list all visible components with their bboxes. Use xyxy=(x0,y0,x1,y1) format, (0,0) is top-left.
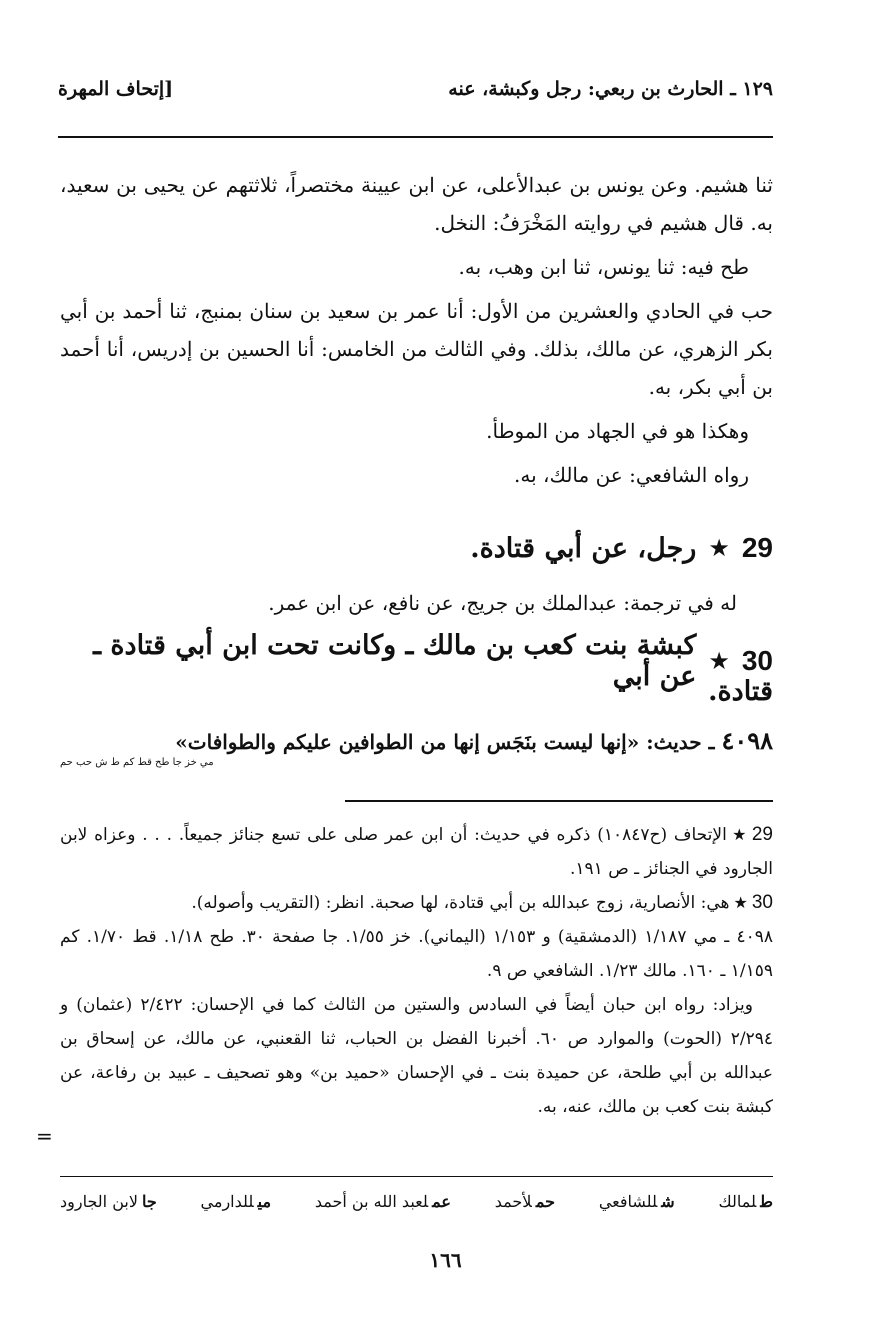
abbrev-item: ميللدارمي xyxy=(200,1192,272,1211)
entry-30-continuation xyxy=(60,676,773,707)
footnotes xyxy=(60,818,773,1124)
hadith-text: ـ حديث: «إنها ليست بنَجَس إنها من الطوافين عليكم والطوافات» xyxy=(175,730,715,754)
abbreviation-key xyxy=(60,1192,773,1211)
abbrev-item: حملأحمد xyxy=(494,1192,555,1211)
entry-29-note xyxy=(60,584,773,622)
footnote-29-text: الإتحاف (ح١٠٨٤٧) ذكره في حديث: أن ابن عمر صلى على تسع جنائز جميعاً. . . . وعزاه لابن الجارود في الجنائز ـ ص ١٩١. xyxy=(60,825,773,879)
running-header xyxy=(58,78,773,100)
continuation-mark: = xyxy=(36,1124,53,1148)
entry-30-title: كبشة بنت كعب بن مالك ـ وكانت تحت ابن أبي قتادة ـ عن أبي xyxy=(93,630,697,692)
footnote-rule xyxy=(345,800,773,802)
footnote-30-number: 30 xyxy=(751,892,773,913)
paragraph-4: وهكذا هو في الجهاد من الموطأ. xyxy=(486,419,749,443)
paragraph-1: ثنا هشيم. وعن يونس بن عبدالأعلى، عن ابن عيينة مختصراً، ثلاثتهم عن يحيى بن سعيد، به. قال هشيم في روايته المَخْرَفُ: النخل. xyxy=(60,173,773,235)
star-icon: ★ xyxy=(730,825,748,844)
abbrev-item: طلمالك xyxy=(718,1192,773,1211)
footnote-29 xyxy=(60,818,773,886)
entry-30-number: 30 xyxy=(741,645,773,676)
footnote-30-text: هي: الأنصارية، زوج عبدالله بن أبي قتادة، لها صحبة. انظر: (التقريب وأصوله). xyxy=(191,893,730,913)
entry-29-number: 29 xyxy=(741,532,773,563)
footnote-4098: ٤٠٩٨ ـ مي ١/١٨٧ (الدمشقية) و ١/١٥٣ (اليماني). خز ١/٥٥. جا صفحة ٣٠. طح ١/١٨. قط ١/٧٠. كم ١/١٥٩ ـ ١٦٠. مالك ١/٢٣. الشافعي ص ٩. xyxy=(60,927,773,981)
abbrev-item: عملعبد الله بن أحمد xyxy=(314,1192,451,1211)
footnote-4098-addition: ويزاد: رواه ابن حبان أيضاً في السادس والستين من الثالث كما في الإحسان: ٢/٤٢٢ (عثمان) و ٢/٢٩٤ (الحوت) والموارد ص ٦٠. أخبرنا الفضل بن الحباب، ثنا القعنبي، عن مالك، عن إسحاق بن عبدالله بن أبي طلحة، عن حميدة بنت ـ في الإحسان «حميد بن» وهو تصحيف ـ عبيد بن رفاعة، عن كبشة بنت كعب بن مالك، عنه، به. xyxy=(60,995,774,1117)
entry-29 xyxy=(60,532,773,564)
star-icon: ★ xyxy=(708,534,730,562)
page-number: ١٦٦ xyxy=(429,1248,462,1272)
paragraph-5: رواه الشافعي: عن مالك، به. xyxy=(514,463,749,487)
hadith-4098 xyxy=(60,726,773,769)
hadith-sigla: مي خز جا طح قط كم ط ش حب حم xyxy=(60,757,214,768)
hadith-number: ٤٠٩٨ xyxy=(721,726,773,755)
abbrev-rule xyxy=(60,1176,773,1177)
header-rule xyxy=(58,136,773,138)
paragraph-2: طح فيه: ثنا يونس، ثنا ابن وهب، به. xyxy=(458,255,749,279)
paragraph-3: حب في الحادي والعشرين من الأول: أنا عمر بن سعيد بن سنان بمنبج، ثنا أحمد بن أبي بكر الزهري، عن مالك، بذلك. وفي الثالث من الخامس: أنا الحسين بن إدريس، أنا أحمد بن أبي بكر، به. xyxy=(60,299,773,399)
star-icon: ★ xyxy=(733,893,748,912)
main-text xyxy=(60,166,773,494)
star-icon: ★ xyxy=(708,647,730,675)
footnote-30 xyxy=(60,886,773,920)
entry-30-title-cont: قتادة. xyxy=(708,676,773,707)
abbrev-item: شللشافعي xyxy=(598,1192,675,1211)
abbrev-item: جالابن الجارود xyxy=(60,1192,157,1211)
chapter-title: ١٢٩ ـ الحارث بن ربعي: رجل وكبشة، عنه xyxy=(448,78,773,100)
footnote-29-number: 29 xyxy=(751,824,773,845)
entry-29-note-text: له في ترجمة: عبدالملك بن جريج، عن نافع، عن ابن عمر. xyxy=(268,591,737,615)
book-title: [إتحاف المهرة xyxy=(58,78,174,100)
entry-29-title: رجل، عن أبي قتادة. xyxy=(470,532,697,564)
